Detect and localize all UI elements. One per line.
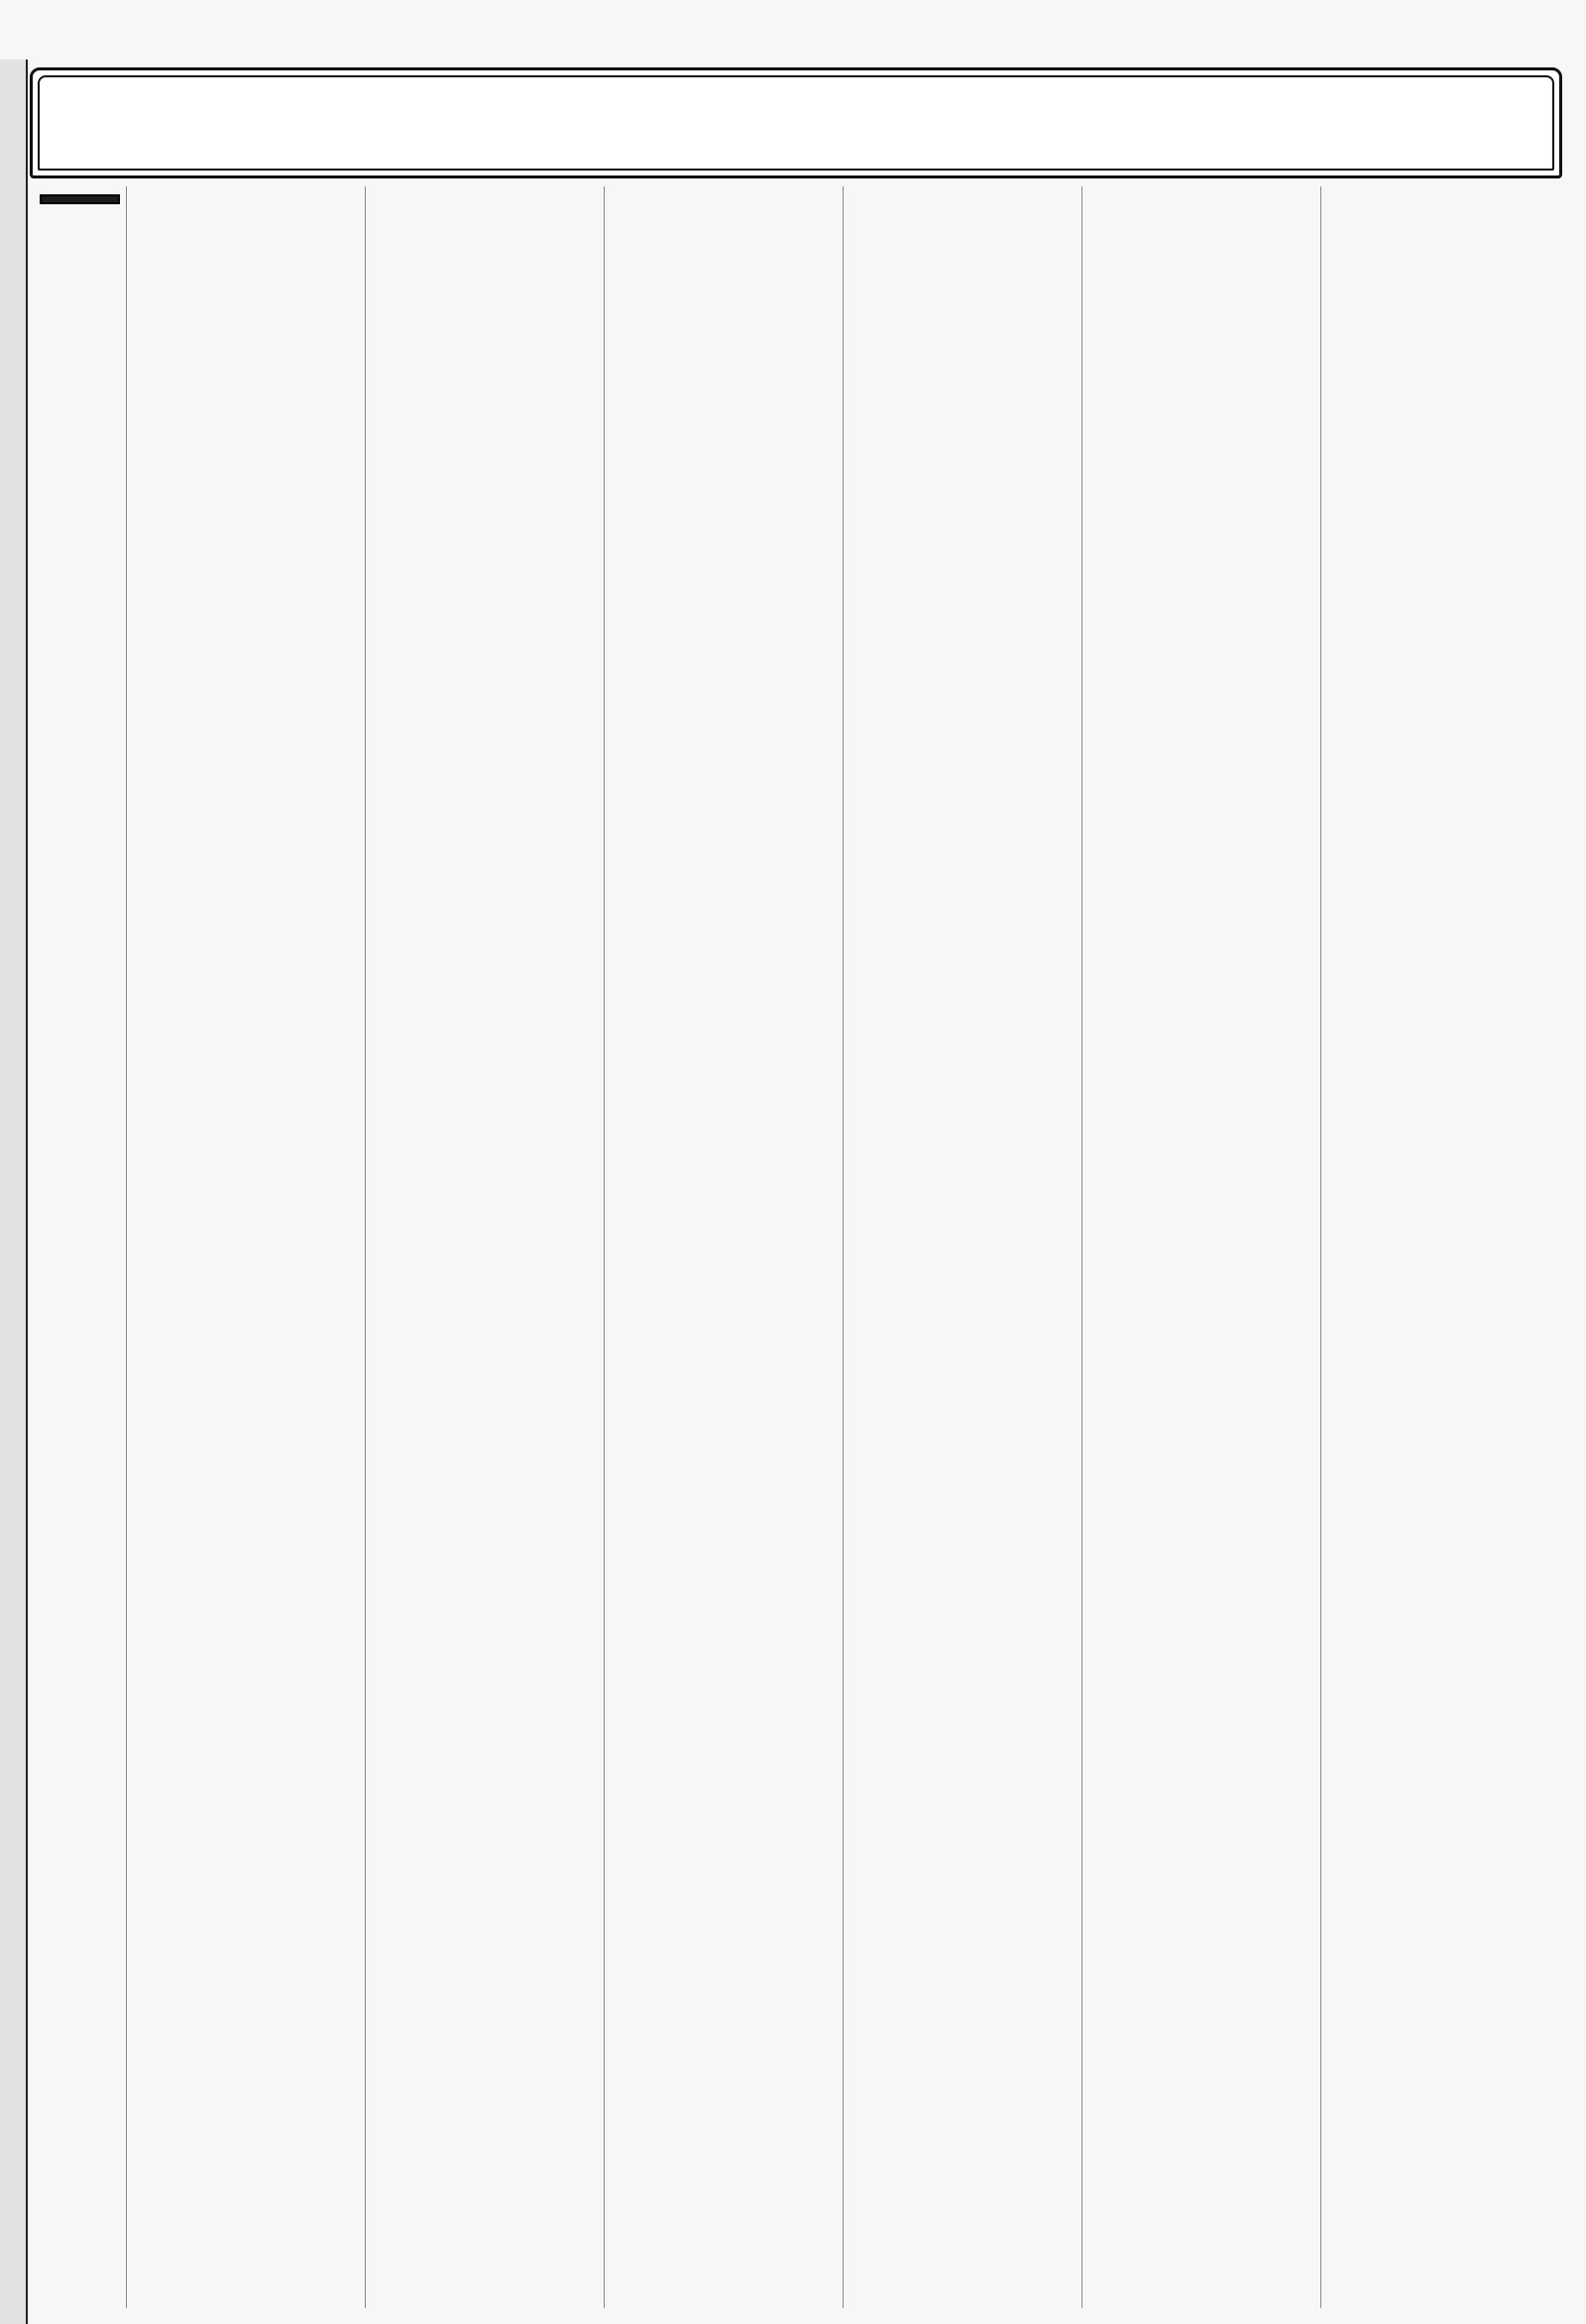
column-2	[366, 186, 605, 2308]
left-column	[34, 186, 127, 2308]
column-1	[127, 186, 366, 2308]
column-5	[1082, 186, 1321, 2308]
column-4	[844, 186, 1082, 2308]
classifieds-banner	[30, 67, 1562, 178]
classified-columns	[34, 186, 1564, 2308]
column-6	[1321, 186, 1560, 2308]
section-head-job-offers	[40, 194, 120, 204]
page-gutter	[0, 59, 28, 2324]
column-3	[605, 186, 844, 2308]
